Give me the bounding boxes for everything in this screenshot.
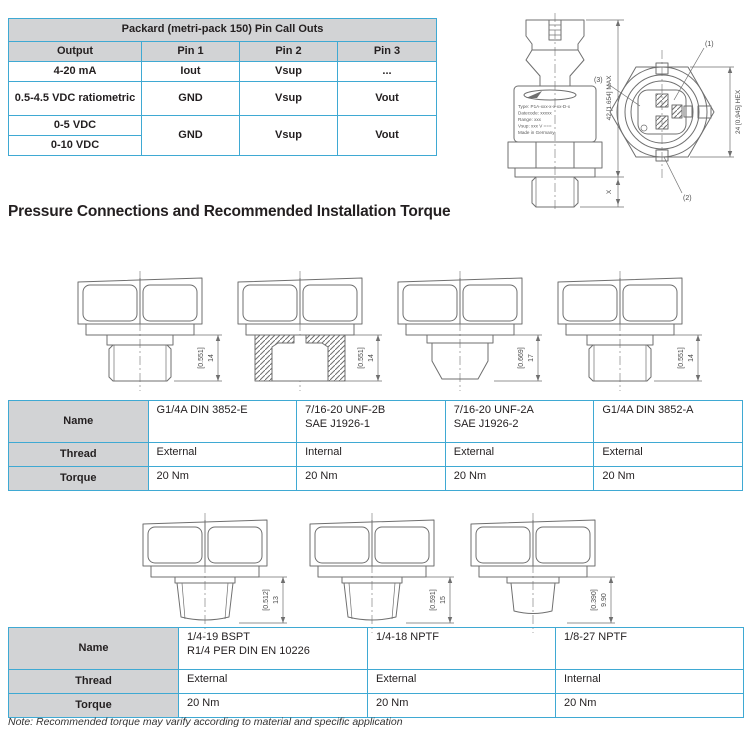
dimension-label-inches: [0.512] bbox=[263, 589, 270, 611]
name-cell: 1/4-19 BSPT R1/4 PER DIN EN 10226 bbox=[179, 628, 368, 670]
callouts bbox=[594, 41, 714, 202]
dimension-label-mm: 14 bbox=[368, 354, 375, 362]
torque-cell: 20 Nm bbox=[445, 467, 594, 491]
col-header-pin3: Pin 3 bbox=[338, 42, 437, 62]
dimension-label: 42 [1.654] MAX bbox=[606, 75, 613, 121]
pin2-cell: Vsup bbox=[240, 62, 338, 82]
dimension-label: X bbox=[606, 189, 613, 195]
row-header-torque: Torque bbox=[9, 467, 149, 491]
dimension-label: 24 [0.945] HEX bbox=[735, 89, 742, 135]
label-line: Made in Germany bbox=[518, 130, 555, 135]
fitting-drawing-4 bbox=[530, 265, 710, 395]
torque-table-2 bbox=[8, 627, 744, 718]
torque-cell: 20 Nm bbox=[179, 694, 368, 718]
name-cell: 7/16-20 UNF-2B SAE J1926-1 bbox=[297, 401, 446, 443]
thread-cell: External bbox=[179, 670, 368, 694]
footnote: Note: Recommended torque may varify according to material and specific application bbox=[8, 716, 403, 728]
pin-table-title: Packard (metri-pack 150) Pin Call Outs bbox=[9, 19, 437, 42]
pin2-cell: Vsup bbox=[240, 116, 338, 156]
thread-cell: External bbox=[445, 443, 594, 467]
name-cell: 1/8-27 NPTF bbox=[556, 628, 744, 670]
connector-keying bbox=[638, 90, 692, 134]
callout-2-label: (2) bbox=[683, 195, 692, 202]
row-header-thread: Thread bbox=[9, 443, 149, 467]
pin3-cell: Vout bbox=[338, 116, 437, 156]
name-cell: G1/4A DIN 3852-A bbox=[594, 401, 743, 443]
internal-thread-port bbox=[255, 335, 345, 381]
table-row bbox=[9, 401, 743, 443]
row-header-torque: Torque bbox=[9, 694, 179, 718]
table-row bbox=[9, 62, 437, 82]
section-heading: Pressure Connections and Recommended Installation Torque bbox=[8, 203, 451, 220]
dimension-label-inches: [0.591] bbox=[430, 589, 437, 611]
dimension-label-inches: [0.669] bbox=[518, 347, 525, 369]
dimension bbox=[239, 577, 287, 623]
name-cell: 1/4-18 NPTF bbox=[368, 628, 556, 670]
torque-cell: 20 Nm bbox=[297, 467, 446, 491]
callout-1-label: (1) bbox=[705, 41, 714, 48]
fitting-drawing-6 bbox=[282, 507, 462, 637]
thread-cell: External bbox=[594, 443, 743, 467]
col-header-output: Output bbox=[9, 42, 142, 62]
torque-table-1 bbox=[8, 400, 743, 491]
thread-cell: External bbox=[148, 443, 297, 467]
pin3-cell: Vout bbox=[338, 82, 437, 116]
thread-cell: Internal bbox=[297, 443, 446, 467]
table-row bbox=[9, 82, 437, 116]
name-cell: G1/4A DIN 3852-E bbox=[148, 401, 297, 443]
label-line: Datecode: xxxxx bbox=[518, 110, 552, 116]
output-cell: 4-20 mA bbox=[9, 62, 142, 82]
output-cell: 0.5-4.5 VDC ratiometric bbox=[9, 82, 142, 116]
pin2-cell: Vsup bbox=[240, 82, 338, 116]
dimension-label-inches: [0.390] bbox=[591, 589, 598, 611]
fitting-drawing-2 bbox=[210, 265, 390, 395]
label-line: Vsup: xxx V === bbox=[518, 123, 552, 129]
table-row bbox=[9, 628, 744, 670]
table-row bbox=[9, 443, 743, 467]
label-line: Type: P1A-xxx-x-x-xx-D-x bbox=[518, 104, 571, 109]
dimension-label-inches: [0.551] bbox=[678, 347, 685, 369]
pin-callouts-table bbox=[8, 18, 437, 156]
label-line: Range: xxx bbox=[518, 117, 541, 122]
pin1-cell: Iout bbox=[142, 62, 240, 82]
torque-cell: 20 Nm bbox=[148, 467, 297, 491]
table-row bbox=[9, 670, 744, 694]
output-cell: 0-5 VDC bbox=[9, 116, 142, 136]
name-cell: 7/16-20 UNF-2A SAE J1926-2 bbox=[445, 401, 594, 443]
table-row bbox=[9, 467, 743, 491]
callout-3-label: (3) bbox=[594, 77, 603, 84]
col-header-pin2: Pin 2 bbox=[240, 42, 338, 62]
table-row bbox=[9, 694, 744, 718]
dimension-label-mm: 14 bbox=[208, 354, 215, 362]
pin3-cell: ... bbox=[338, 62, 437, 82]
dimension-label-inches: [0.551] bbox=[198, 347, 205, 369]
fitting-drawing-7 bbox=[443, 507, 623, 637]
output-cell: 0-10 VDC bbox=[9, 136, 142, 156]
dimension-label-mm: 14 bbox=[688, 354, 695, 362]
dimension bbox=[654, 335, 702, 381]
dimension-label-mm: 9.90 bbox=[601, 593, 608, 607]
torque-cell: 20 Nm bbox=[368, 694, 556, 718]
row-header-name: Name bbox=[9, 628, 179, 670]
pin1-cell: GND bbox=[142, 116, 240, 156]
dimension-label-mm: 17 bbox=[528, 354, 535, 362]
dimension-label-mm: 15 bbox=[440, 596, 447, 604]
col-header-pin1: Pin 1 bbox=[142, 42, 240, 62]
sensor-front-view-drawing bbox=[592, 10, 747, 210]
fitting-drawing-5 bbox=[115, 507, 295, 637]
dimension-label-mm: 13 bbox=[273, 596, 280, 604]
dimension-label-inches: [0.551] bbox=[358, 347, 365, 369]
row-header-name: Name bbox=[9, 401, 149, 443]
row-header-thread: Thread bbox=[9, 670, 179, 694]
thread-cell: Internal bbox=[556, 670, 744, 694]
torque-cell: 20 Nm bbox=[594, 467, 743, 491]
torque-cell: 20 Nm bbox=[556, 694, 744, 718]
fitting-drawing-1 bbox=[50, 265, 230, 395]
dimension bbox=[567, 577, 615, 623]
pin1-cell: GND bbox=[142, 82, 240, 116]
brand-logo bbox=[524, 90, 576, 100]
fitting-drawing-3 bbox=[370, 265, 550, 395]
table-row bbox=[9, 116, 437, 136]
thread-cell: External bbox=[368, 670, 556, 694]
